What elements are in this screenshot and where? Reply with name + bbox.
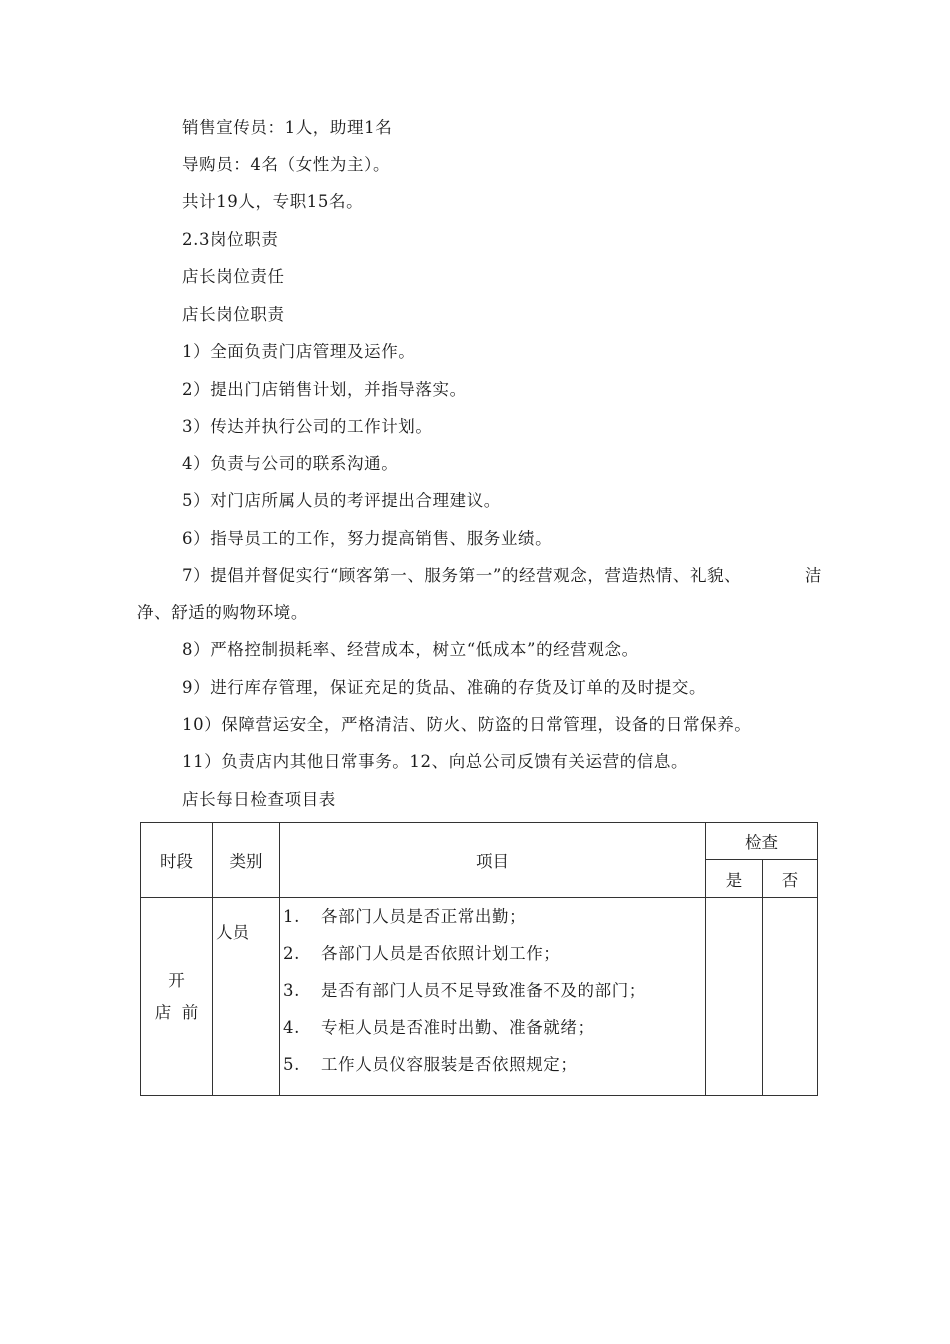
period-label-line: 开 [168, 970, 185, 990]
duty-item [182, 566, 822, 586]
table-header-row [141, 823, 818, 860]
check-item-text: 各部门人员是否依照计划工作； [321, 944, 561, 963]
check-item-text: 工作人员仪容服装是否依照规定； [321, 1055, 578, 1074]
period-label [155, 965, 199, 1029]
check-item-text: 专柜人员是否准时出勤、准备就绪； [321, 1018, 595, 1037]
staff-total: 共计19人，专职15名。 [182, 192, 364, 211]
header-no: 否 [763, 860, 818, 898]
check-item [280, 1015, 705, 1052]
header-period: 时段 [141, 823, 213, 898]
duty-item-continuation: 净、舒适的购物环境。 [137, 603, 308, 622]
duty-item: 3）传达并执行公司的工作计划。 [182, 417, 433, 436]
duty-item: 8）严格控制损耗率、经营成本，树立“低成本”的经营观念。 [182, 640, 639, 659]
duty-item: 5）对门店所属人员的考评提出合理建议。 [182, 491, 501, 510]
items-cell [280, 898, 706, 1096]
check-item-number: 1. [283, 907, 300, 926]
period-label-line: 店 前 [154, 1002, 199, 1022]
check-item-number: 4. [283, 1018, 300, 1037]
check-no-cell [763, 898, 818, 1096]
subheading-duties: 店长岗位职责 [182, 305, 285, 324]
subheading-responsibility: 店长岗位责任 [182, 267, 285, 286]
duty-item: 6）指导员工的工作，努力提高销售、服务业绩。 [182, 529, 553, 548]
check-item-number: 3. [283, 981, 300, 1000]
check-item [280, 904, 705, 941]
table-title: 店长每日检查项目表 [182, 790, 336, 809]
check-item-text: 是否有部门人员不足导致准备不及的部门； [321, 981, 646, 1000]
section-heading: 2.3岗位职责 [182, 230, 279, 249]
staff-sales-promoter: 销售宣传员：1人，助理1名 [182, 118, 393, 137]
check-item [280, 978, 705, 1015]
duty-item: 9）进行库存管理，保证充足的货品、准确的存货及订单的及时提交。 [182, 678, 707, 697]
duty-item: 11）负责店内其他日常事务。12、向总公司反馈有关运营的信息。 [182, 752, 689, 771]
daily-checklist-table [140, 822, 818, 1096]
duty-item: 10）保障营运安全，严格清洁、防火、防盗的日常管理，设备的日常保养。 [182, 715, 752, 734]
staff-shopping-guide: 导购员：4名（女性为主）。 [182, 155, 391, 174]
table-row [141, 898, 818, 1096]
check-item-text: 各部门人员是否正常出勤； [321, 907, 527, 926]
duty-item-part: 洁 [804, 566, 822, 585]
check-item [280, 941, 705, 978]
check-item [280, 1052, 705, 1089]
duty-item-part: 7）提倡并督促实行“顾客第一、服务第一”的经营观念，营造热情、礼貌、 [182, 566, 742, 585]
duty-item: 1）全面负责门店管理及运作。 [182, 342, 416, 361]
category-label: 人员 [216, 922, 249, 942]
header-item: 项目 [280, 823, 706, 898]
period-cell [141, 898, 213, 1096]
check-item-list [280, 898, 705, 1095]
category-cell [213, 898, 280, 1096]
duty-item: 4）负责与公司的联系沟通。 [182, 454, 399, 473]
check-item-number: 5. [283, 1055, 300, 1074]
header-check: 检查 [706, 823, 818, 860]
check-yes-cell [706, 898, 763, 1096]
header-category: 类别 [213, 823, 280, 898]
duty-item: 2）提出门店销售计划，并指导落实。 [182, 380, 467, 399]
check-item-number: 2. [283, 944, 300, 963]
header-yes: 是 [706, 860, 763, 898]
